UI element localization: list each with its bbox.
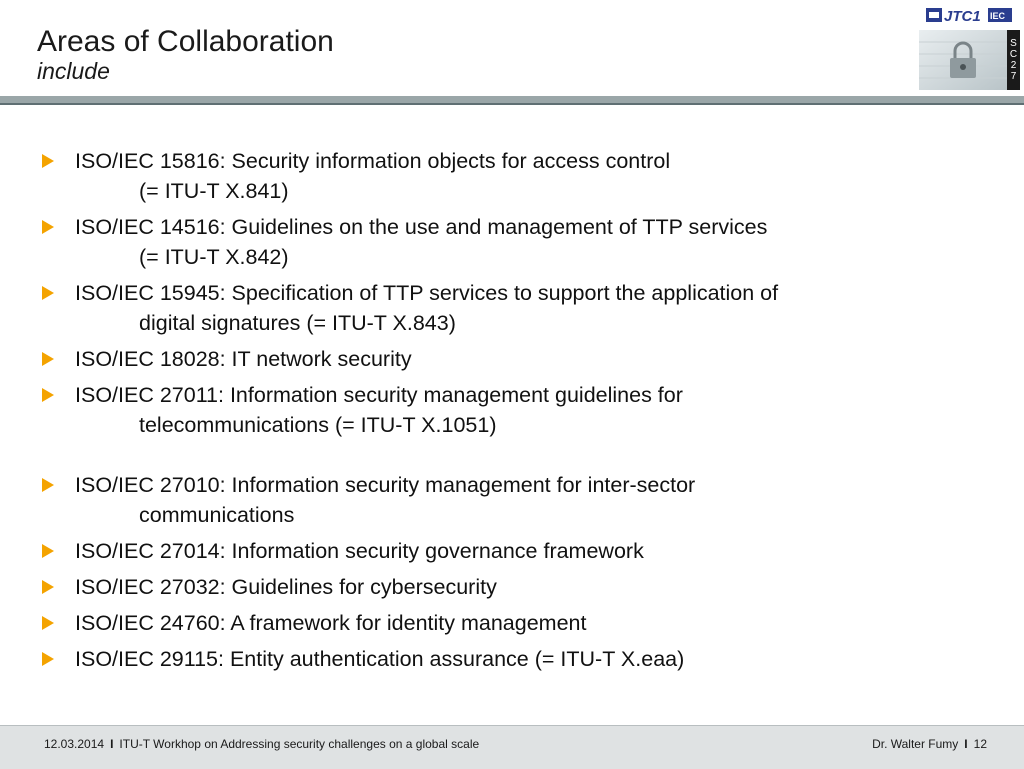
bullet-arrow-icon <box>42 616 54 630</box>
bullet-arrow-icon <box>42 388 54 402</box>
bullet-list <box>40 146 1000 680</box>
footer-right <box>872 737 987 751</box>
lock-image <box>919 30 1007 90</box>
list-item <box>40 572 1000 602</box>
footer-date: 12.03.2014 <box>44 737 105 751</box>
title-block <box>37 26 334 84</box>
bullet-arrow-icon <box>42 478 54 492</box>
header-rule-dark <box>0 103 1024 105</box>
footer-event: ITU-T Workhop on Addressing security challenges on a global scale <box>119 737 480 751</box>
bullet-text: ISO/IEC 27011: Information security management guidelines for <box>75 383 683 407</box>
list-item <box>40 608 1000 638</box>
bullet-text: ISO/IEC 24760: A framework for identity management <box>75 611 587 635</box>
footer-left <box>44 737 479 751</box>
bullet-text: ISO/IEC 27032: Guidelines for cybersecurity <box>75 575 497 599</box>
bullet-text: ISO/IEC 15816: Security information objects for access control <box>75 149 671 173</box>
footer-separator: I <box>964 737 968 751</box>
sc27-text: SC27 <box>1008 38 1019 82</box>
list-item <box>40 344 1000 374</box>
page-title: Areas of Collaboration <box>37 25 334 58</box>
logo-text: JTC1 <box>944 8 981 24</box>
bullet-arrow-icon <box>42 544 54 558</box>
bullet-continuation: communications <box>139 503 295 527</box>
bullet-arrow-icon <box>42 580 54 594</box>
bullet-text: ISO/IEC 18028: IT network security <box>75 347 412 371</box>
logo-subtext: IEC <box>990 11 1006 21</box>
bullet-continuation: telecommunications (= ITU-T X.1051) <box>139 413 497 437</box>
jtc1-logo <box>926 6 1014 24</box>
list-item <box>40 644 1000 674</box>
footer-author: Dr. Walter Fumy <box>872 737 959 751</box>
bullet-text: ISO/IEC 14516: Guidelines on the use and management of TTP services <box>75 215 768 239</box>
list-item <box>40 470 1000 530</box>
list-item <box>40 212 1000 272</box>
bullet-arrow-icon <box>42 286 54 300</box>
bullet-arrow-icon <box>42 220 54 234</box>
bullet-continuation: (= ITU-T X.842) <box>139 245 289 269</box>
bullet-continuation: digital signatures (= ITU-T X.843) <box>139 311 456 335</box>
list-item <box>40 380 1000 440</box>
page-subtitle: include <box>37 58 110 84</box>
footer-separator: I <box>110 737 114 751</box>
header-rule <box>0 96 1024 103</box>
bullet-text: ISO/IEC 27010: Information security management for inter-sector <box>75 473 696 497</box>
bullet-continuation: (= ITU-T X.841) <box>139 179 289 203</box>
bullet-arrow-icon <box>42 352 54 366</box>
list-item <box>40 536 1000 566</box>
bullet-text: ISO/IEC 27014: Information security governance framework <box>75 539 644 563</box>
bullet-arrow-icon <box>42 652 54 666</box>
list-item <box>40 146 1000 206</box>
footer <box>0 725 1024 769</box>
list-item <box>40 278 1000 338</box>
sc27-label <box>1007 30 1020 90</box>
bullet-text: ISO/IEC 29115: Entity authentication assurance (= ITU-T X.eaa) <box>75 647 685 671</box>
bullet-text: ISO/IEC 15945: Specification of TTP services to support the application of <box>75 281 779 305</box>
page-number: 12 <box>973 737 987 751</box>
bullet-arrow-icon <box>42 154 54 168</box>
